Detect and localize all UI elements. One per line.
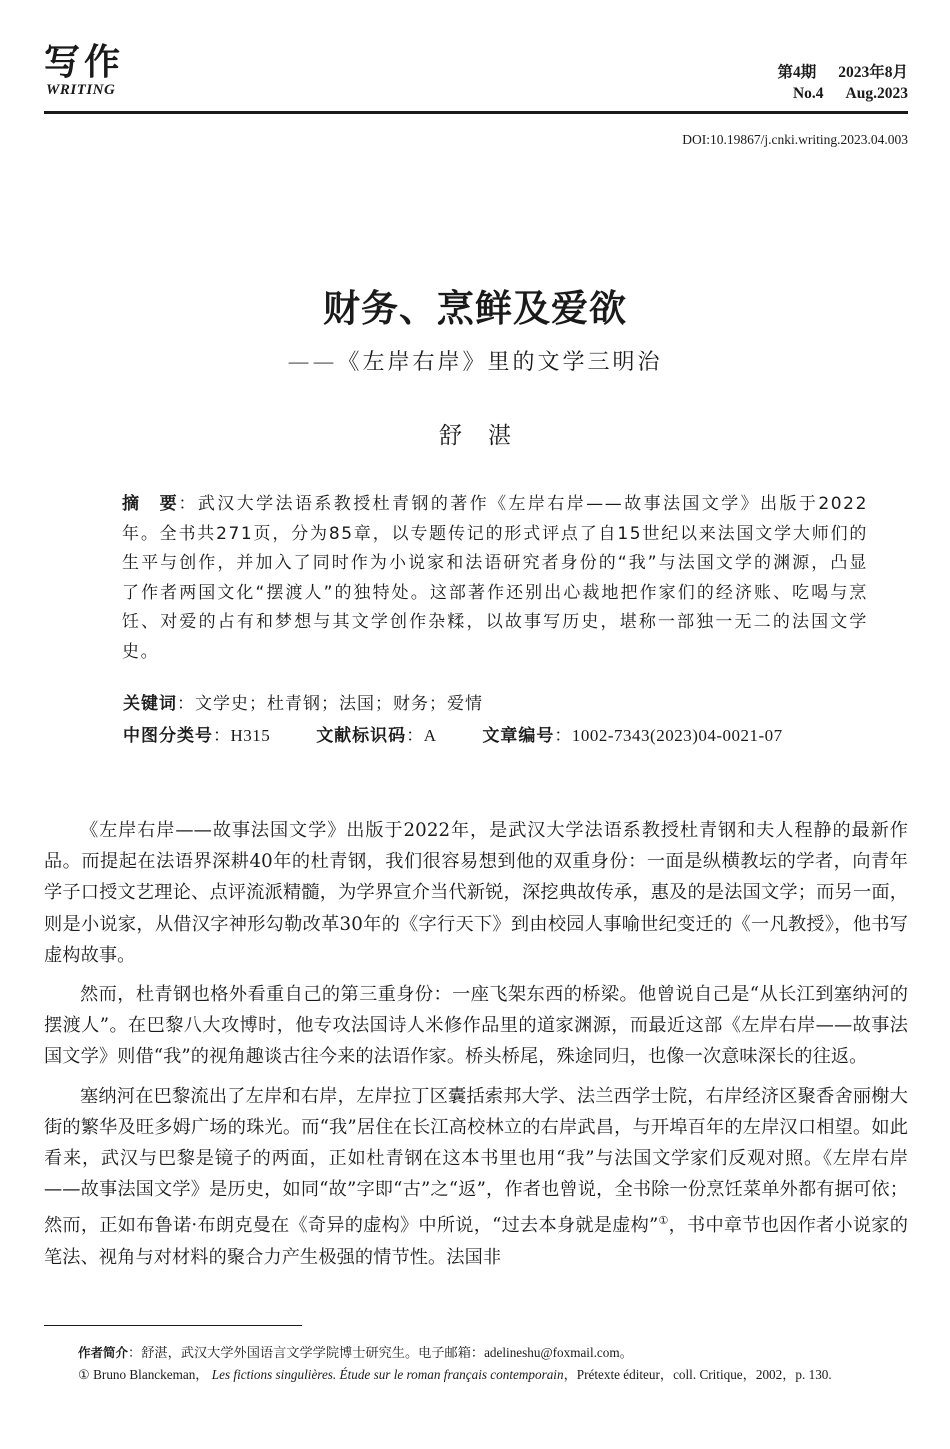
article-subtitle: ——《左岸右岸》里的文学三明治 <box>287 350 663 375</box>
article-no-value: 1002-7343(2023)04-0021-07 <box>571 726 783 745</box>
keywords-label: 关键词 <box>123 694 177 714</box>
doc-code-value: A <box>423 726 437 745</box>
abstract <box>84 490 868 667</box>
footnote-1-mark: ① <box>78 1367 90 1382</box>
author-bio: 作者简介：舒湛，武汉大学外国语言文学学院博士研究生。电子邮箱：adelineshu@foxmail.com。 <box>78 1345 633 1360</box>
footnote-1-rest: ，Prétexte éditeur，coll. Critique，2002，p. 130. <box>563 1367 832 1382</box>
body-paragraph-2: 然而，杜青钢也格外看重自己的第三重身份：一座飞架东西的桥梁。他曾说自己是“从长江到塞纳河的摆渡人”。在巴黎八大攻博时，他专攻法国诗人米修作品里的道家渊源，而最近这部《左岸右岸——故事法国文学》则借“我”的视角趣谈古往今来的法语作家。桥头桥尾，殊途同归，也像一次意味深长的往返。 <box>44 984 908 1068</box>
classification-line <box>123 722 823 750</box>
article-author: 舒湛 <box>439 423 537 449</box>
footnotes <box>44 1342 908 1386</box>
body-paragraph-1: 《左岸右岸——故事法国文学》出版于2022年，是武汉大学法语系教授杜青钢和夫人程静的最新作品。而提起在法语界深耕40年的杜青钢，我们很容易想到他的双重身份：一面是纵横教坛的学者，向青年学子口授文艺理论、点评流派精髓，为学界宣介当代新锐，深挖典故传承，惠及的是法国文学；而另一面，则是小说家，从借汉字神形勾勒改革30年的《字行天下》到由校园人事喻世纪变迁的《一凡教授》，他书写虚构故事。 <box>44 820 908 966</box>
doi: DOI:10.19867/j.cnki.writing.2023.04.003 <box>682 132 908 147</box>
article-title: 财务、烹鲜及爱欲 <box>323 286 627 330</box>
body-paragraph-3 <box>44 1081 908 1273</box>
footnote-1 <box>44 1364 908 1386</box>
journal-title-cn: 写作 <box>44 41 125 83</box>
footnote-1-author: Bruno Blanckeman， <box>93 1367 209 1382</box>
article-no-label: 文章编号 <box>482 726 555 746</box>
header-rule <box>44 111 908 114</box>
issue-number-en: No.4 <box>792 85 824 102</box>
footnote-rule <box>44 1325 302 1326</box>
author-bio-label: 作者简介 <box>78 1345 129 1360</box>
article-body <box>44 815 908 1281</box>
abstract-label: 摘 要 <box>122 494 179 514</box>
abstract-text: 武汉大学法语系教授杜青钢的著作《左岸右岸——故事法国文学》出版于2022年。全书共271页，分为85章，以专题传记的形式评点了自15世纪以来法国文学大师们的生平与创作，并加入了同时作为小说家和法语研究者身份的“我”与法国文学的渊源，凸显了作者两国文化“摆渡人”的独特处。这部著作还别出心裁地把作家们的经济账、吃喝与烹饪、对爱的占有和梦想与其文学创作杂糅，以故事写历史，堪称一部独一无二的法国文学史。 <box>122 494 868 662</box>
footnote-1-title: Les fictions singulières. Étude sur le roman français contemporain <box>211 1367 564 1382</box>
abstract-paragraph: 摘 要：武汉大学法语系教授杜青钢的著作《左岸右岸——故事法国文学》出版于2022年。全书共271页，分为85章，以专题传记的形式评点了自15世纪以来法国文学大师们的生平与创作，并加入了同时作为小说家和法语研究者身份的“我”与法国文学的渊源，凸显了作者两国文化“摆渡人”的独特处。这部著作还别出心裁地把作家们的经济账、吃喝与烹饪、对爱的占有和梦想与其文学创作杂糅，以故事写历史，堪称一部独一无二的法国文学史。 <box>122 494 868 662</box>
issue-date-en: Aug.2023 <box>845 85 908 102</box>
clc-label: 中图分类号 <box>123 726 213 746</box>
clc-value: H315 <box>230 726 271 745</box>
issue-info <box>777 62 908 104</box>
article-no-item: 文章编号：1002-7343(2023)04-0021-07 <box>482 726 783 746</box>
keywords-text: 文学史；杜青钢；法国；财务；爱情 <box>195 694 483 714</box>
issue-date-cn: 2023年8月 <box>838 64 908 81</box>
doc-code-item: 文献标识码：A <box>316 726 437 746</box>
footnote-ref-1[interactable]: ① <box>658 1214 669 1228</box>
clc-item: 中图分类号：H315 <box>123 726 271 746</box>
keywords: 关键词：文学史；杜青钢；法国；财务；爱情 <box>123 694 483 714</box>
body-paragraph-3-text: 塞纳河在巴黎流出了左岸和右岸，左岸拉丁区囊括索邦大学、法兰西学士院，右岸经济区聚香舍丽榭大街的繁华及旺多姆广场的珠光。而“我”居住在长江高校林立的右岸武昌，与开埠百年的左岸汉口相望。如此看来，武汉与巴黎是镜子的两面，正如杜青钢在这本书里也用“我”与法国文学家们反观对照。《左岸右岸——故事法国文学》是历史，如同“故”字即“古”之“返”，作者也曾说，全书除一份烹饪菜单外都有据可依；然而，正如布鲁诺·布朗克曼在《奇异的虚构》中所说，“过去本身就是虚构” <box>44 1085 908 1237</box>
journal-title-en: WRITING <box>46 82 116 98</box>
journal-logo <box>44 40 164 104</box>
body-paragraph-3-tail: ，书中章节也因作者小说家的笔法、视角与对材料的聚合力产生极强的情节性。法国非 <box>44 1215 908 1268</box>
issue-number-cn: 第4期 <box>777 64 817 81</box>
doc-code-label: 文献标识码 <box>316 726 407 746</box>
author-bio-text: 舒湛，武汉大学外国语言文学学院博士研究生。电子邮箱：adelineshu@foxmail.com。 <box>141 1345 633 1360</box>
